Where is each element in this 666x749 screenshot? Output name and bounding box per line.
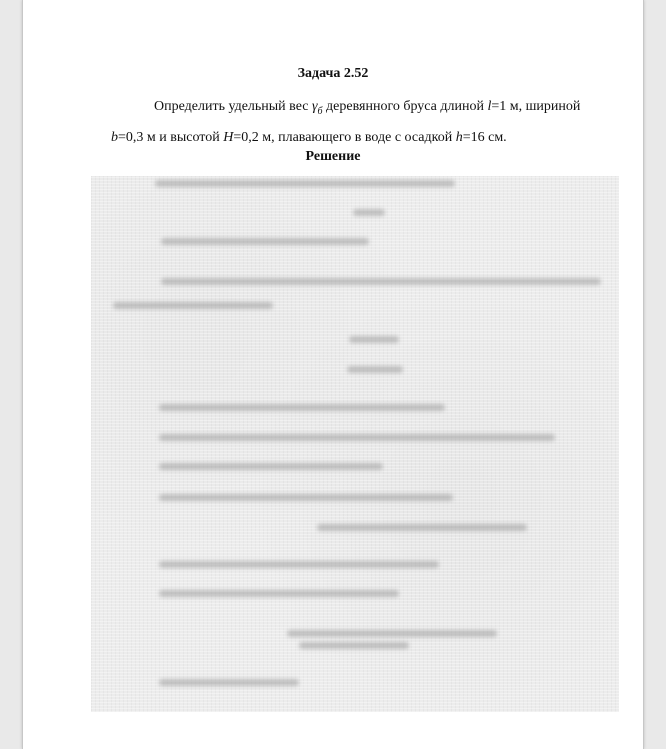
blurred-line [159, 561, 439, 568]
blurred-line [113, 302, 273, 309]
blurred-line [159, 494, 453, 501]
text-fragment: деревянного бруса длиной [322, 99, 488, 114]
blurred-line [159, 463, 383, 470]
blurred-solution-image [91, 176, 619, 712]
subscript: б [317, 105, 323, 117]
blurred-line [159, 434, 555, 441]
blurred-line [159, 590, 399, 597]
solution-heading: Решение [305, 149, 361, 164]
document-page [22, 0, 644, 749]
text-fragment: =16 см. [462, 129, 507, 145]
blurred-line [159, 404, 445, 411]
blurred-line [347, 366, 403, 373]
text-fragment: =0,2 м, плавающего в воде с осадкой [233, 129, 456, 145]
blurred-line [159, 679, 299, 686]
variable-b: b [111, 129, 118, 145]
blurred-line [161, 238, 369, 245]
blurred-line [349, 336, 399, 343]
blurred-line [161, 278, 601, 285]
blurred-line [155, 180, 455, 187]
blurred-line [299, 642, 409, 649]
blurred-line [353, 209, 385, 216]
problem-statement [111, 94, 607, 151]
text-fragment: Определить удельный вес [154, 99, 312, 114]
problem-title: Задача 2.52 [297, 66, 369, 81]
problem-line-1 [111, 94, 607, 125]
variable-l: l [487, 99, 492, 114]
blurred-line [317, 524, 527, 531]
variable-H: H [223, 129, 234, 145]
problem-line-2 [111, 125, 607, 151]
variable-gamma: γ [311, 99, 318, 114]
text-fragment: =1 м, шириной [491, 99, 581, 114]
text-fragment: =0,3 м и высотой [118, 129, 224, 145]
blurred-line [287, 630, 497, 637]
variable-h: h [455, 129, 463, 145]
